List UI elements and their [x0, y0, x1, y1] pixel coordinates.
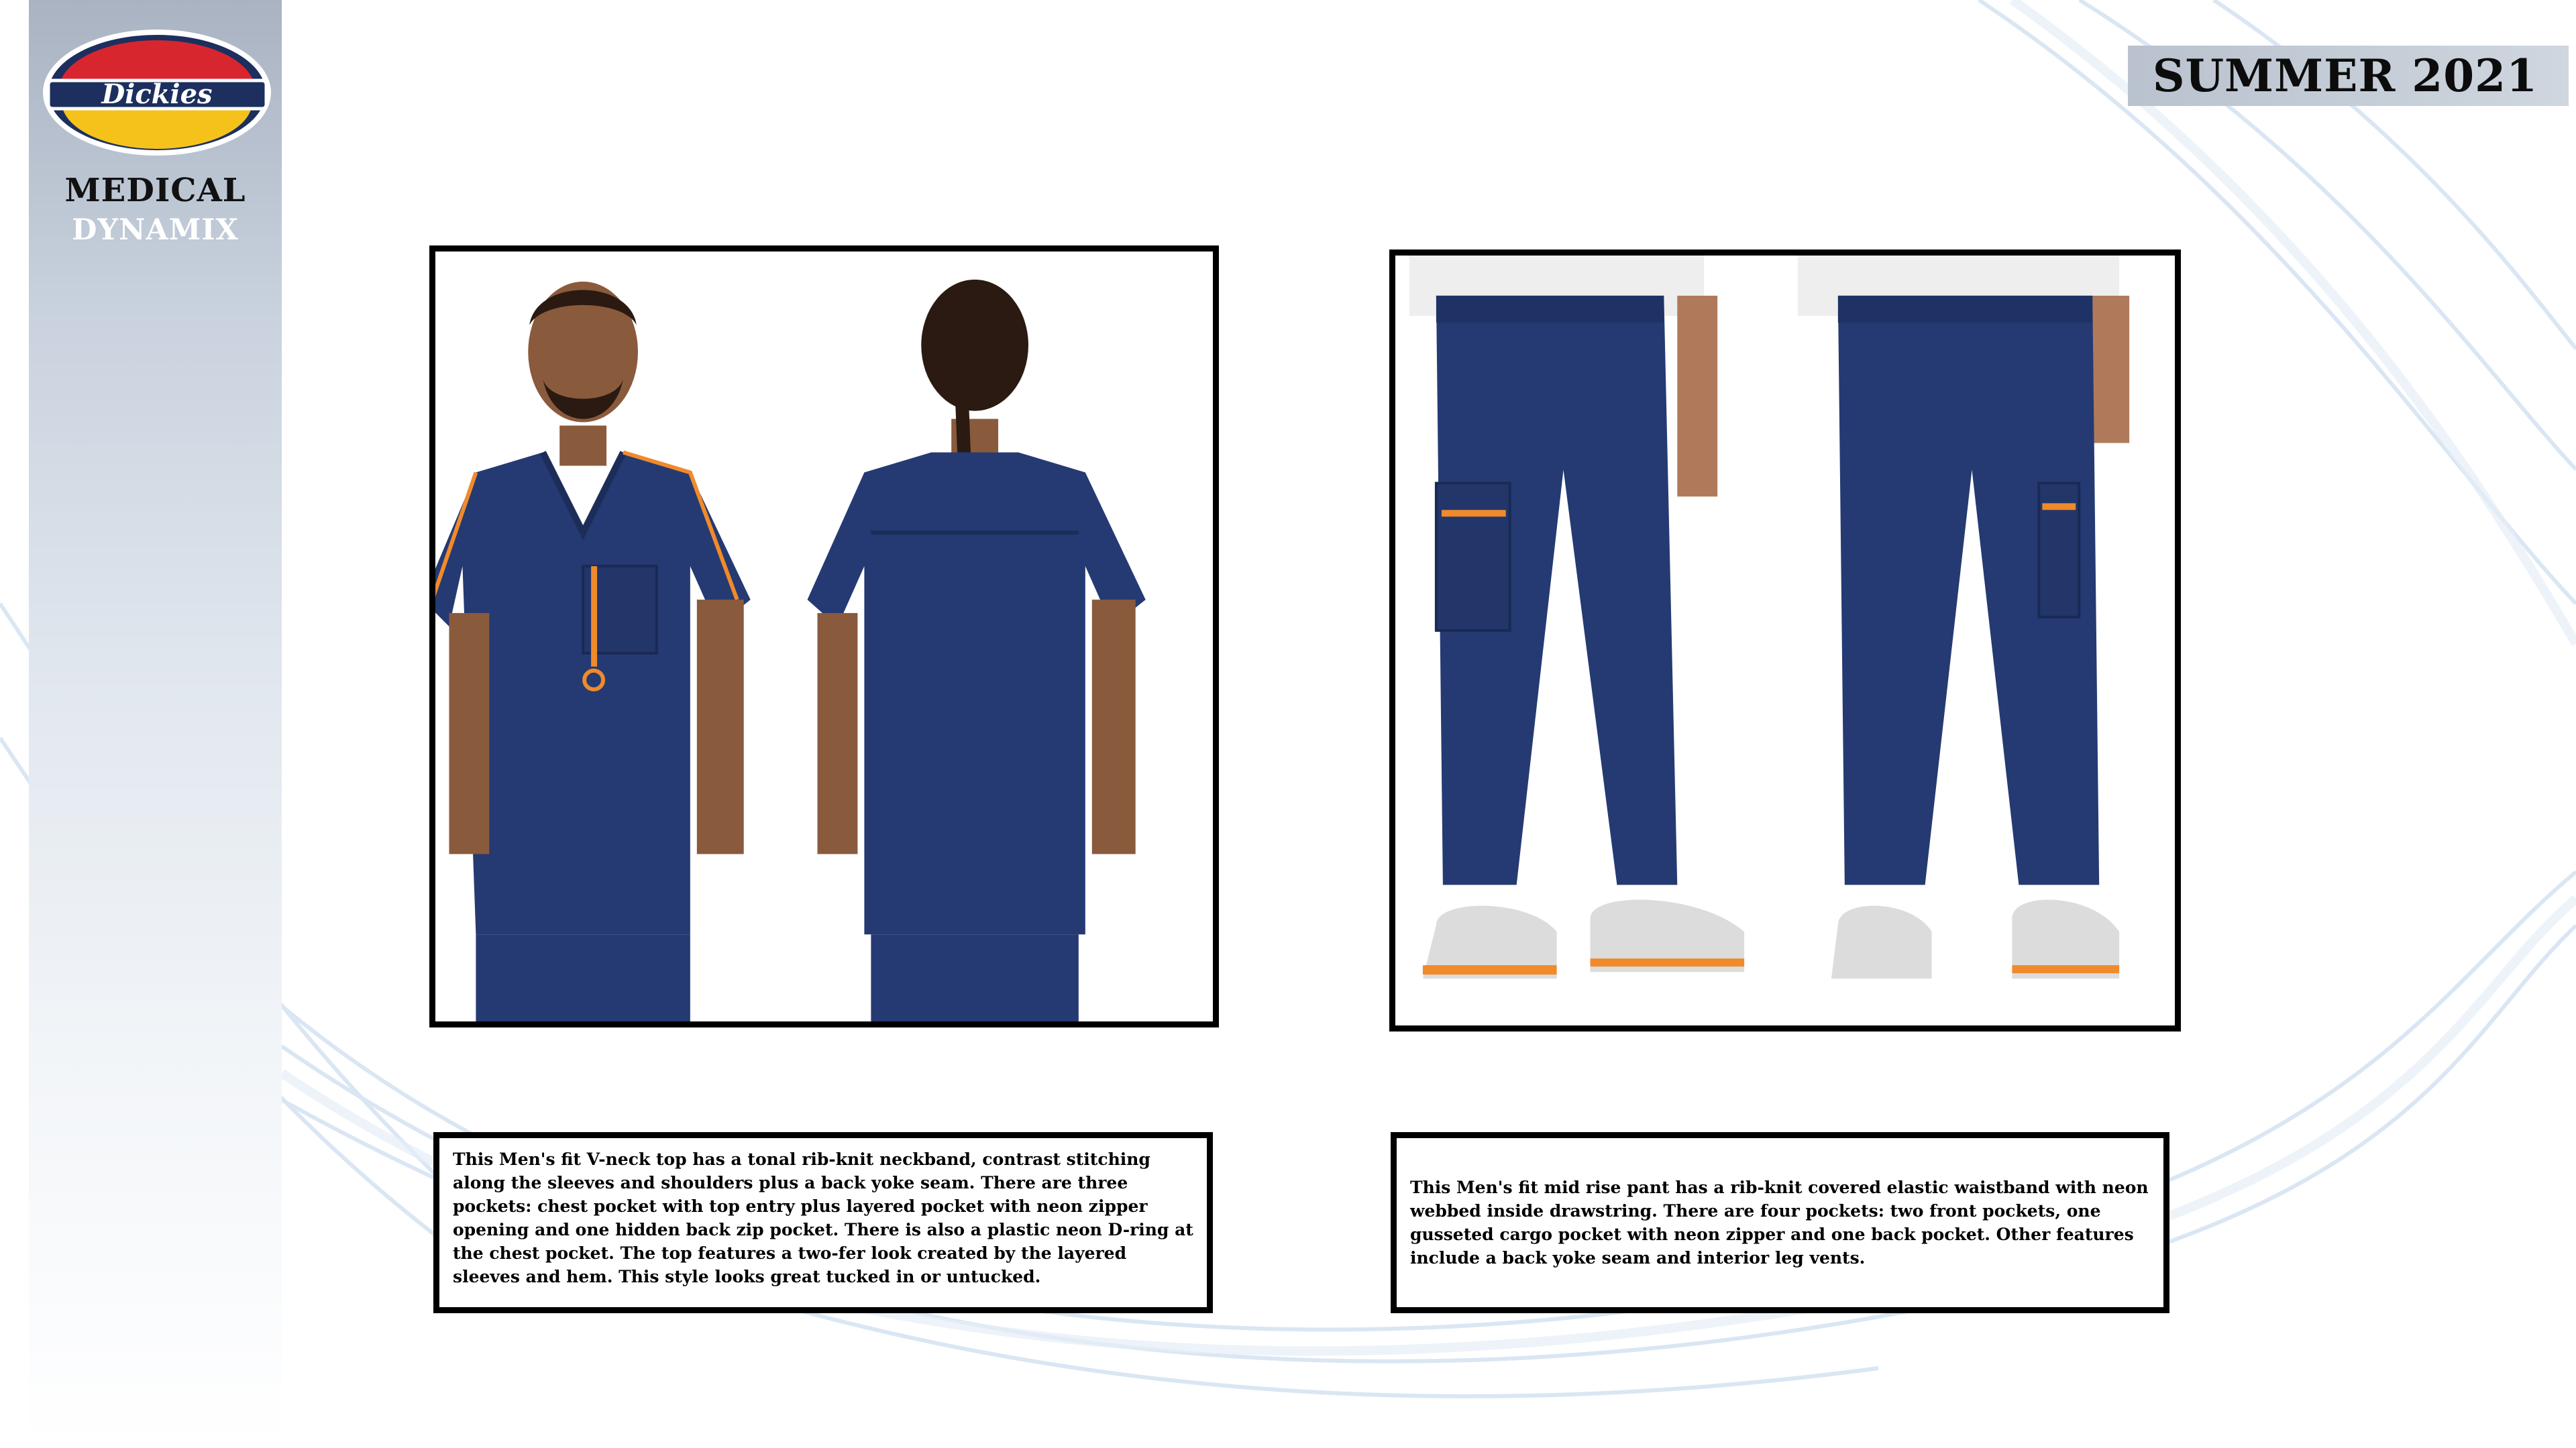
description-pant	[1391, 1132, 2169, 1313]
product-image-pant	[1389, 249, 2181, 1032]
brand-medical: MEDICAL	[64, 172, 246, 209]
description-top-text: This Men's fit V-neck top has a tonal rib-knit neckband, contrast stitching along the sleeves and shoulders plus a back yoke seam. There are three pockets: chest pocket with top entry plus layered pocket with neon zipper opening and one hidden back zip pocket. There is also a plastic neon D-ring at the chest pocket. The top features a two-fer look created by the layered sleeves and hem. This style looks great tucked in or untucked.	[453, 1150, 1193, 1286]
description-top	[433, 1132, 1213, 1313]
season-badge	[2128, 46, 2569, 106]
dickies-logo	[42, 28, 273, 157]
season-label: SUMMER 2021	[2152, 50, 2538, 102]
scrub-pant-illustration	[1395, 256, 2175, 1025]
product-image-top	[429, 245, 1219, 1027]
brand-dynamix: DYNAMIX	[72, 213, 239, 247]
scrub-top-illustration	[435, 252, 1213, 1021]
description-pant-text: This Men's fit mid rise pant has a rib-knit covered elastic waistband with neon webbed inside drawstring. There are four pockets: two front pockets, one gusseted cargo pocket with neon zipper and one back pocket. Other features include a back yoke seam and interior leg vents.	[1410, 1178, 2149, 1268]
svg-text:Dickies: Dickies	[101, 78, 213, 110]
